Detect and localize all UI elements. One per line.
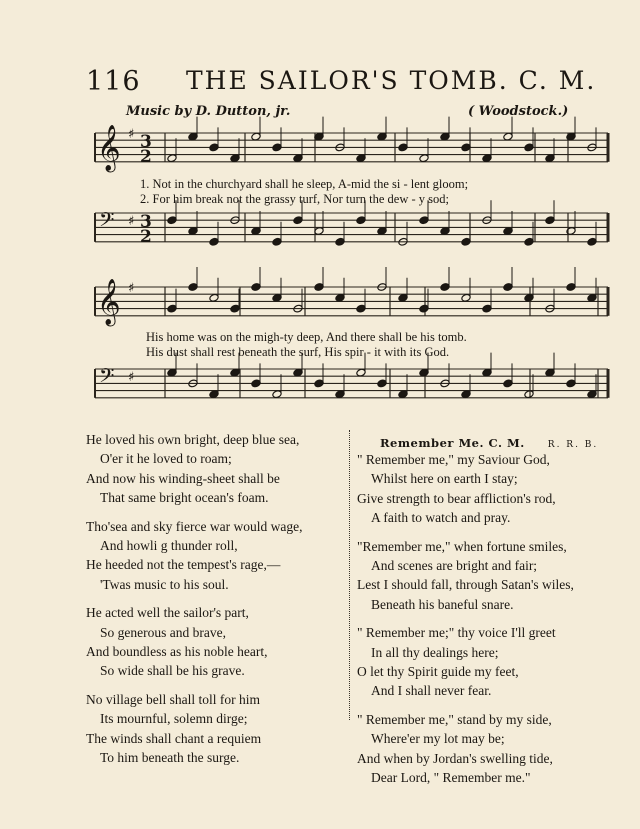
hymn-heading [380, 432, 598, 451]
verse-line: So generous and brave, [100, 624, 226, 640]
bass-clef-icon: 𝄢 [99, 208, 115, 236]
stanza [357, 537, 574, 615]
sharp-icon: ♯ [128, 370, 135, 385]
verse-line: Tho'sea and sky fierce war would wage, [86, 518, 303, 534]
column-divider [349, 430, 350, 720]
time-signature: 3 [140, 212, 152, 232]
verse-line: Dear Lord, " Remember me." [371, 770, 531, 786]
verse-line: Beneath his baneful snare. [371, 596, 514, 612]
hymn-author: R. R. B. [547, 440, 599, 450]
verse-line: He heeded not the tempest's rage,— [86, 557, 281, 573]
sharp-icon: ♯ [128, 214, 135, 229]
stanza [86, 517, 302, 595]
verse-line: O'er it he loved to roam; [100, 451, 232, 467]
verse-line: 'Twas music to his soul. [100, 576, 229, 592]
system1-lyrics-verse1: 1. Not in the churchyard shall he sleep, A-mid the si - lent gloom; [140, 177, 469, 191]
verse-line: Whilst here on earth I stay; [371, 471, 518, 487]
verse-line: And now his winding-sheet shall be [86, 470, 280, 486]
treble-clef-icon: 𝄞 [97, 279, 121, 325]
time-signature: 2 [140, 147, 152, 167]
stanza [86, 430, 302, 508]
verse-line: That same bright ocean's foam. [100, 490, 269, 506]
verse-line: " Remember me;" thy voice I'll greet [357, 625, 556, 641]
verse-line: So wide shall be his grave. [100, 663, 245, 679]
time-signature: 2 [140, 227, 152, 247]
stanza [357, 623, 574, 701]
verse-line: " Remember me," stand by my side, [357, 711, 552, 727]
poem-column [86, 430, 302, 777]
verse-line: And boundless as his noble heart, [86, 644, 268, 660]
verse-line: " Remember me," my Saviour God, [357, 452, 550, 467]
bass-clef-icon: 𝄢 [99, 364, 115, 392]
system1-lyrics-verse2: 2. For him break not the grassy turf, Nor turn the dew - y sod; [140, 192, 449, 206]
verse-line: O let thy Spirit guide my feet, [357, 664, 519, 680]
stanza [357, 450, 574, 528]
stanza [86, 690, 302, 768]
system2-lyrics-verse2: His dust shall rest beneath the surf, His spir - it with its God. [146, 345, 450, 359]
verse-line: He loved his own bright, deep blue sea, [86, 432, 300, 447]
verse-line: Give strength to bear affliction's rod, [357, 490, 556, 506]
music-credit: Music by D. Dutton, jr. [126, 104, 291, 119]
verse-line: And when by Jordan's swelling tide, [357, 750, 553, 766]
verse-line: And scenes are bright and fair; [371, 558, 538, 574]
stanza [86, 603, 302, 681]
verse-line: A faith to watch and pray. [371, 510, 511, 526]
treble-clef-icon: 𝄞 [97, 125, 121, 171]
hymn-column [357, 450, 574, 797]
verse-line: The winds shall chant a requiem [86, 730, 262, 746]
tune-name: ( Woodstock.) [468, 104, 569, 119]
system2-lyrics-verse1: His home was on the migh-ty deep, And there shall be his tomb. [146, 330, 467, 344]
page-title: THE SAILOR'S TOMB. C. M. [186, 66, 597, 95]
verse-line: No village bell shall toll for him [86, 691, 260, 707]
time-signature: 3 [140, 132, 152, 152]
verse-line: To him beneath the surge. [100, 750, 240, 766]
page-number: 116 [86, 66, 141, 97]
verse-line: In all thy dealings here; [371, 644, 499, 660]
verse-line: Its mournful, solemn dirge; [100, 711, 248, 727]
hymn-title: Remember Me. C. M. [380, 436, 525, 450]
verse-line: And I shall never fear. [371, 683, 492, 699]
sharp-icon: ♯ [128, 127, 135, 142]
verse-line: And howli g thunder roll, [100, 538, 238, 554]
verse-line: He acted well the sailor's part, [86, 605, 249, 621]
verse-line: "Remember me," when fortune smiles, [357, 538, 567, 554]
verse-line: Lest I should fall, through Satan's wiles, [357, 577, 574, 593]
verse-line: Where'er my lot may be; [371, 731, 505, 747]
sharp-icon: ♯ [128, 281, 135, 296]
stanza [357, 710, 574, 788]
